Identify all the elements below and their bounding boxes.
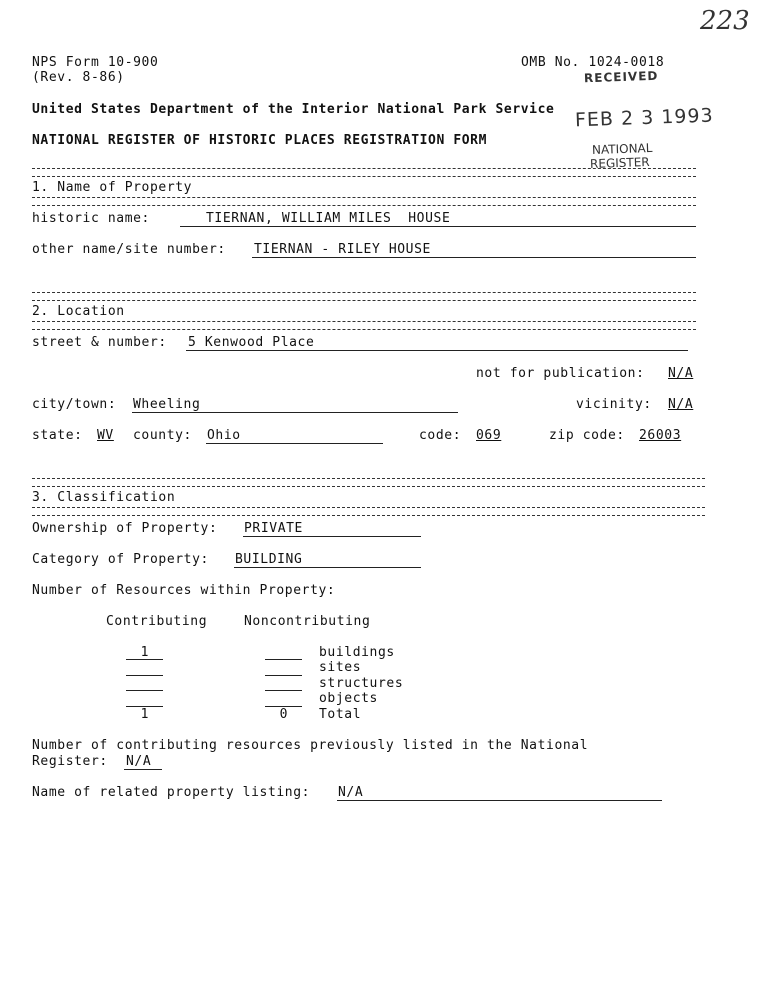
street-label: street & number: [32, 335, 167, 350]
contributing-blank [126, 690, 163, 691]
city-value: Wheeling [133, 397, 201, 412]
form-number: NPS Form 10-900 [32, 55, 159, 70]
national-stamp: NATIONAL [591, 140, 653, 158]
state-value: WV [97, 428, 114, 443]
code-label: code: [419, 428, 462, 443]
section-divider [32, 168, 696, 177]
contributing-header: Contributing [106, 614, 208, 629]
noncontributing-blank [265, 659, 302, 660]
section-1-heading: 1. Name of Property [32, 180, 193, 195]
zip-label: zip code: [549, 428, 625, 443]
vicinity-label: vicinity: [576, 397, 652, 412]
category-value: BUILDING [235, 552, 303, 567]
noncontributing-blank [265, 690, 302, 691]
zip-value: 26003 [639, 428, 682, 443]
related-listing-value: N/A [338, 785, 364, 800]
section-2-heading: 2. Location [32, 304, 125, 319]
resource-label: sites [319, 660, 362, 675]
ownership-label: Ownership of Property: [32, 521, 218, 536]
historic-name-label: historic name: [32, 211, 150, 226]
section-divider [32, 292, 696, 301]
county-line [206, 443, 383, 444]
street-value: 5 Kenwood Place [188, 335, 315, 350]
section-divider [32, 507, 705, 516]
category-line [234, 567, 421, 568]
category-label: Category of Property: [32, 552, 209, 567]
section-divider [32, 321, 696, 330]
other-name-value: TIERNAN - RILEY HOUSE [254, 242, 431, 257]
resource-label: objects [319, 691, 378, 706]
section-divider [32, 197, 696, 206]
resource-label: buildings [319, 645, 395, 660]
not-for-publication-value: N/A [668, 366, 694, 381]
form-revision: (Rev. 8-86) [32, 70, 125, 85]
related-listing-line [337, 800, 662, 801]
county-label: county: [133, 428, 192, 443]
county-value: Ohio [207, 428, 241, 443]
other-name-line [252, 257, 696, 258]
ownership-value: PRIVATE [244, 521, 303, 536]
state-label: state: [32, 428, 83, 443]
previously-listed-label: Number of contributing resources previously listed in the National [32, 738, 589, 753]
resource-label: structures [319, 676, 404, 691]
related-listing-label: Name of related property listing: [32, 785, 311, 800]
street-line [186, 350, 688, 351]
resource-label: Total [319, 707, 362, 722]
historic-name-line [180, 226, 696, 227]
historic-name-value: TIERNAN, WILLIAM MILES HOUSE [206, 211, 451, 226]
noncontributing-total: 0 [279, 707, 288, 722]
contributing-blank [126, 675, 163, 676]
previously-listed-value: N/A [126, 754, 152, 769]
other-name-label: other name/site number: [32, 242, 226, 257]
contributing-blank [126, 659, 163, 660]
city-line [132, 412, 458, 413]
city-label: city/town: [32, 397, 117, 412]
ownership-line [243, 536, 421, 537]
noncontributing-blank [265, 675, 302, 676]
received-date-stamp: FEB 2 3 1993 [574, 104, 714, 132]
noncontributing-header: Noncontributing [244, 614, 371, 629]
contributing-value: 1 [140, 645, 149, 660]
code-value: 069 [476, 428, 502, 443]
form-title: NATIONAL REGISTER OF HISTORIC PLACES REGISTRATION FORM [32, 133, 488, 148]
received-stamp: RECEIVED [583, 68, 659, 86]
not-for-publication-label: not for publication: [476, 366, 645, 381]
section-divider [32, 478, 705, 487]
omb-number: OMB No. 1024-0018 [521, 55, 665, 70]
register-label: Register: [32, 754, 108, 769]
register-stamp: REGISTER [589, 154, 650, 172]
section-3-heading: 3. Classification [32, 490, 176, 505]
previously-listed-line [124, 769, 162, 770]
contributing-total: 1 [140, 707, 149, 722]
agency-line: United States Department of the Interior National Park Service [32, 102, 555, 117]
resources-label: Number of Resources within Property: [32, 583, 336, 598]
vicinity-value: N/A [668, 397, 694, 412]
page-number: 223 [700, 6, 750, 36]
